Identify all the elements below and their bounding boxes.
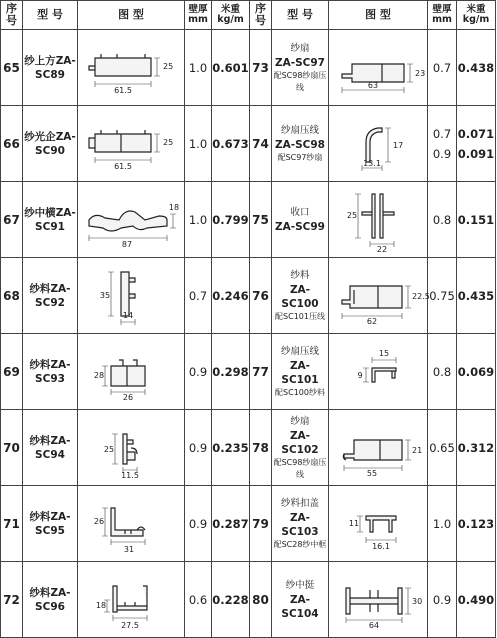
header-weight-unit-2: kg/m (462, 14, 490, 25)
wall-thickness: 0.65 (428, 410, 457, 486)
table-row (1, 334, 496, 410)
item-number: 75 (250, 182, 272, 258)
weight-per-meter: 0.069 (457, 334, 496, 410)
item-name: 纱中挺 (285, 579, 315, 591)
dimension-label: 31 (123, 544, 135, 554)
item-model (23, 30, 78, 106)
profile-sc92-drawing (81, 264, 181, 328)
dimension-label: 64 (368, 620, 380, 630)
item-model (23, 106, 78, 182)
item-name: 纱扇压线 (280, 345, 319, 357)
wall-thickness: 0.8 (428, 182, 457, 258)
item-number: 78 (250, 410, 272, 486)
item-number: 66 (1, 106, 23, 182)
item-number: 72 (1, 562, 23, 638)
dimension-label: 11 (348, 518, 360, 528)
dimension-label: 28 (93, 370, 105, 380)
header-no: 序号 (1, 1, 23, 30)
header-weight-label-2: 米重 (466, 4, 486, 15)
weight-per-meter: 0.228 (212, 562, 250, 638)
wall-thickness (428, 106, 457, 182)
header-wall-2 (428, 1, 457, 30)
profile-drawing (329, 182, 428, 258)
item-number: 80 (250, 562, 272, 638)
profile-sc104-drawing (332, 570, 424, 630)
dimension-label: 25 (163, 61, 174, 71)
weight-per-meter: 0.673 (212, 106, 250, 182)
item-model (272, 486, 329, 562)
dimension-label: 16.1 (372, 541, 390, 551)
profile-drawing (329, 562, 428, 638)
item-name: 纱料 (29, 586, 51, 599)
profile-drawing (329, 334, 428, 410)
profile-drawing (78, 106, 185, 182)
item-number: 68 (1, 258, 23, 334)
dimension-label: 62 (366, 316, 378, 326)
header-wall-label-2: 壁厚 (432, 4, 452, 15)
header-weight-label: 米重 (220, 4, 240, 15)
dimension-label: 87 (121, 239, 133, 249)
dimension-label: 25 (346, 210, 358, 220)
wall-thickness: 0.9 (185, 334, 212, 410)
table-row (1, 182, 496, 258)
item-name: 纱料 (29, 282, 51, 295)
wall-thickness: 1.0 (185, 30, 212, 106)
weight-per-meter: 0.298 (212, 334, 250, 410)
item-name: 纱上方 (24, 54, 56, 67)
profile-drawing (329, 30, 428, 106)
wall-thickness-b: 0.9 (432, 146, 452, 161)
profile-sc95-drawing (81, 494, 181, 554)
table-row (1, 30, 496, 106)
header-weight-unit: kg/m (217, 14, 244, 25)
profile-drawing (329, 486, 428, 562)
item-name: 纱光企 (24, 130, 56, 143)
table-row (1, 258, 496, 334)
dimension-label: 14 (122, 310, 134, 320)
dimension-label: 18 (95, 600, 107, 610)
dimension-label: 23 (415, 68, 426, 78)
profile-drawing (78, 258, 185, 334)
item-name: 收口 (290, 206, 310, 218)
wall-thickness: 0.7 (185, 258, 212, 334)
profile-drawing (78, 182, 185, 258)
item-model (23, 334, 78, 410)
wall-thickness: 0.6 (185, 562, 212, 638)
header-figure: 图 型 (78, 1, 185, 30)
profile-sc97-drawing (332, 38, 424, 98)
item-code: ZA-SC96 (35, 586, 71, 613)
dimension-label: 26 (93, 516, 105, 526)
profile-drawing (329, 410, 428, 486)
item-name: 纱料 (290, 269, 310, 281)
item-number: 74 (250, 106, 272, 182)
item-note: 配SC28纱中框 (273, 539, 327, 549)
dimension-label: 25 (163, 137, 174, 147)
dimension-label: 35 (99, 290, 111, 300)
item-name: 纱中横 (24, 206, 56, 219)
item-code: ZA-SC99 (275, 220, 325, 233)
item-model (23, 410, 78, 486)
item-code: ZA-SC103 (281, 511, 319, 538)
item-model (23, 486, 78, 562)
profile-sc102-drawing (332, 418, 424, 478)
item-model (272, 258, 329, 334)
wall-thickness: 0.9 (185, 486, 212, 562)
profile-drawing (78, 334, 185, 410)
dimension-label: 15 (378, 348, 390, 358)
item-number: 79 (250, 486, 272, 562)
item-code: ZA-SC101 (281, 359, 319, 386)
item-model (272, 334, 329, 410)
weight-per-meter: 0.246 (212, 258, 250, 334)
weight-b: 0.091 (457, 146, 495, 161)
item-number: 70 (1, 410, 23, 486)
header-weight-2 (457, 1, 496, 30)
item-number: 77 (250, 334, 272, 410)
item-name: 纱料 (29, 434, 51, 447)
wall-thickness: 0.9 (428, 562, 457, 638)
profile-sc99-drawing (332, 188, 424, 252)
item-code: ZA-SC89 (35, 54, 76, 81)
dimension-label: 21 (412, 445, 423, 455)
header-wall (185, 1, 212, 30)
wall-thickness: 1.0 (428, 486, 457, 562)
wall-thickness: 0.8 (428, 334, 457, 410)
item-name: 纱扇压线 (280, 124, 319, 136)
item-code: ZA-SC92 (35, 282, 71, 309)
weight-per-meter: 0.123 (457, 486, 496, 562)
dimension-label: 22 (376, 244, 388, 254)
wall-thickness: 1.0 (185, 106, 212, 182)
dimension-label: 11.5 (121, 470, 139, 480)
dimension-label: 13.1 (363, 158, 381, 168)
item-name: 纱扇 (290, 42, 310, 54)
item-model (272, 30, 329, 106)
profile-drawing (329, 258, 428, 334)
header-row (1, 1, 496, 30)
header-wall-unit-2: mm (432, 14, 452, 25)
item-code: ZA-SC94 (35, 434, 71, 461)
dimension-label: 25 (103, 444, 115, 454)
item-note: 配SC98纱扇压线 (273, 457, 327, 479)
profile-drawing (78, 486, 185, 562)
dimension-label: 26 (122, 392, 134, 402)
item-note: 配SC101压线 (275, 311, 325, 321)
item-code: ZA-SC100 (281, 283, 319, 310)
item-code: ZA-SC95 (35, 510, 71, 537)
item-name: 纱料扣盖 (280, 497, 319, 509)
profile-drawing (78, 410, 185, 486)
item-code: ZA-SC90 (35, 130, 76, 157)
dimension-label: 9 (357, 370, 363, 380)
item-model (272, 106, 329, 182)
weight-per-meter: 0.235 (212, 410, 250, 486)
dimension-label: 55 (366, 468, 378, 478)
item-name: 纱料 (29, 358, 51, 371)
dimension-label: 61.5 (114, 85, 132, 95)
item-number: 71 (1, 486, 23, 562)
profile-sc90-drawing (81, 114, 181, 174)
item-number: 67 (1, 182, 23, 258)
item-model (23, 258, 78, 334)
item-name: 纱扇 (290, 415, 310, 427)
dimension-label: 18 (168, 202, 180, 212)
table-row (1, 562, 496, 638)
dimension-label: 22.5 (412, 291, 430, 301)
item-model (23, 562, 78, 638)
header-wall-unit: mm (188, 14, 208, 25)
header-weight (212, 1, 250, 30)
wall-thickness: 0.7 (428, 30, 457, 106)
weight-per-meter: 0.438 (457, 30, 496, 106)
profile-sc98-drawing (332, 114, 424, 174)
item-model (272, 410, 329, 486)
item-code: ZA-SC91 (35, 206, 76, 233)
profile-sc91-drawing (81, 190, 181, 250)
profile-sc94-drawing (81, 418, 181, 478)
dimension-label: 61.5 (114, 161, 132, 171)
dimension-label: 63 (367, 80, 379, 90)
profile-drawing (78, 562, 185, 638)
item-number: 65 (1, 30, 23, 106)
table-row (1, 486, 496, 562)
weight-per-meter (457, 106, 496, 182)
weight-a: 0.071 (457, 126, 495, 141)
profile-sc103-drawing (332, 494, 424, 554)
profile-drawing (329, 106, 428, 182)
header-no-2: 序号 (250, 1, 272, 30)
header-figure-2: 图 型 (329, 1, 428, 30)
weight-per-meter: 0.312 (457, 410, 496, 486)
header-model-2: 型 号 (272, 1, 329, 30)
weight-per-meter: 0.601 (212, 30, 250, 106)
item-code: ZA-SC98 (275, 138, 325, 151)
weight-per-meter: 0.490 (457, 562, 496, 638)
item-code: ZA-SC104 (281, 593, 319, 620)
weight-per-meter: 0.799 (212, 182, 250, 258)
wall-thickness: 1.0 (185, 182, 212, 258)
weight-per-meter: 0.435 (457, 258, 496, 334)
item-note: 配SC100纱料 (275, 387, 325, 397)
profile-sc93-drawing (81, 342, 181, 402)
weight-per-meter: 0.151 (457, 182, 496, 258)
item-code: ZA-SC102 (281, 429, 319, 456)
item-number: 76 (250, 258, 272, 334)
weight-per-meter: 0.287 (212, 486, 250, 562)
table-row (1, 410, 496, 486)
profile-sc89-drawing (81, 38, 181, 98)
header-wall-label: 壁厚 (188, 4, 208, 15)
item-name: 纱料 (29, 510, 51, 523)
wall-thickness-a: 0.7 (432, 126, 452, 141)
item-model (272, 562, 329, 638)
profile-sc100-drawing (332, 266, 430, 326)
table-row (1, 106, 496, 182)
wall-thickness: 0.9 (185, 410, 212, 486)
wall-thickness: 0.75 (428, 258, 457, 334)
item-note: 配SC98纱扇压线 (273, 70, 327, 92)
item-model (23, 182, 78, 258)
header-model: 型 号 (23, 1, 78, 30)
dimension-label: 27.5 (121, 620, 139, 630)
profile-sc101-drawing (332, 342, 424, 402)
item-note: 配SC97纱扇 (277, 152, 323, 162)
item-code: ZA-SC97 (275, 56, 325, 69)
item-code: ZA-SC93 (35, 358, 71, 385)
dimension-label: 30 (412, 596, 423, 606)
item-number: 69 (1, 334, 23, 410)
item-number: 73 (250, 30, 272, 106)
profile-sc96-drawing (81, 570, 181, 630)
item-model (272, 182, 329, 258)
dimension-label: 17 (393, 140, 404, 150)
profile-drawing (78, 30, 185, 106)
